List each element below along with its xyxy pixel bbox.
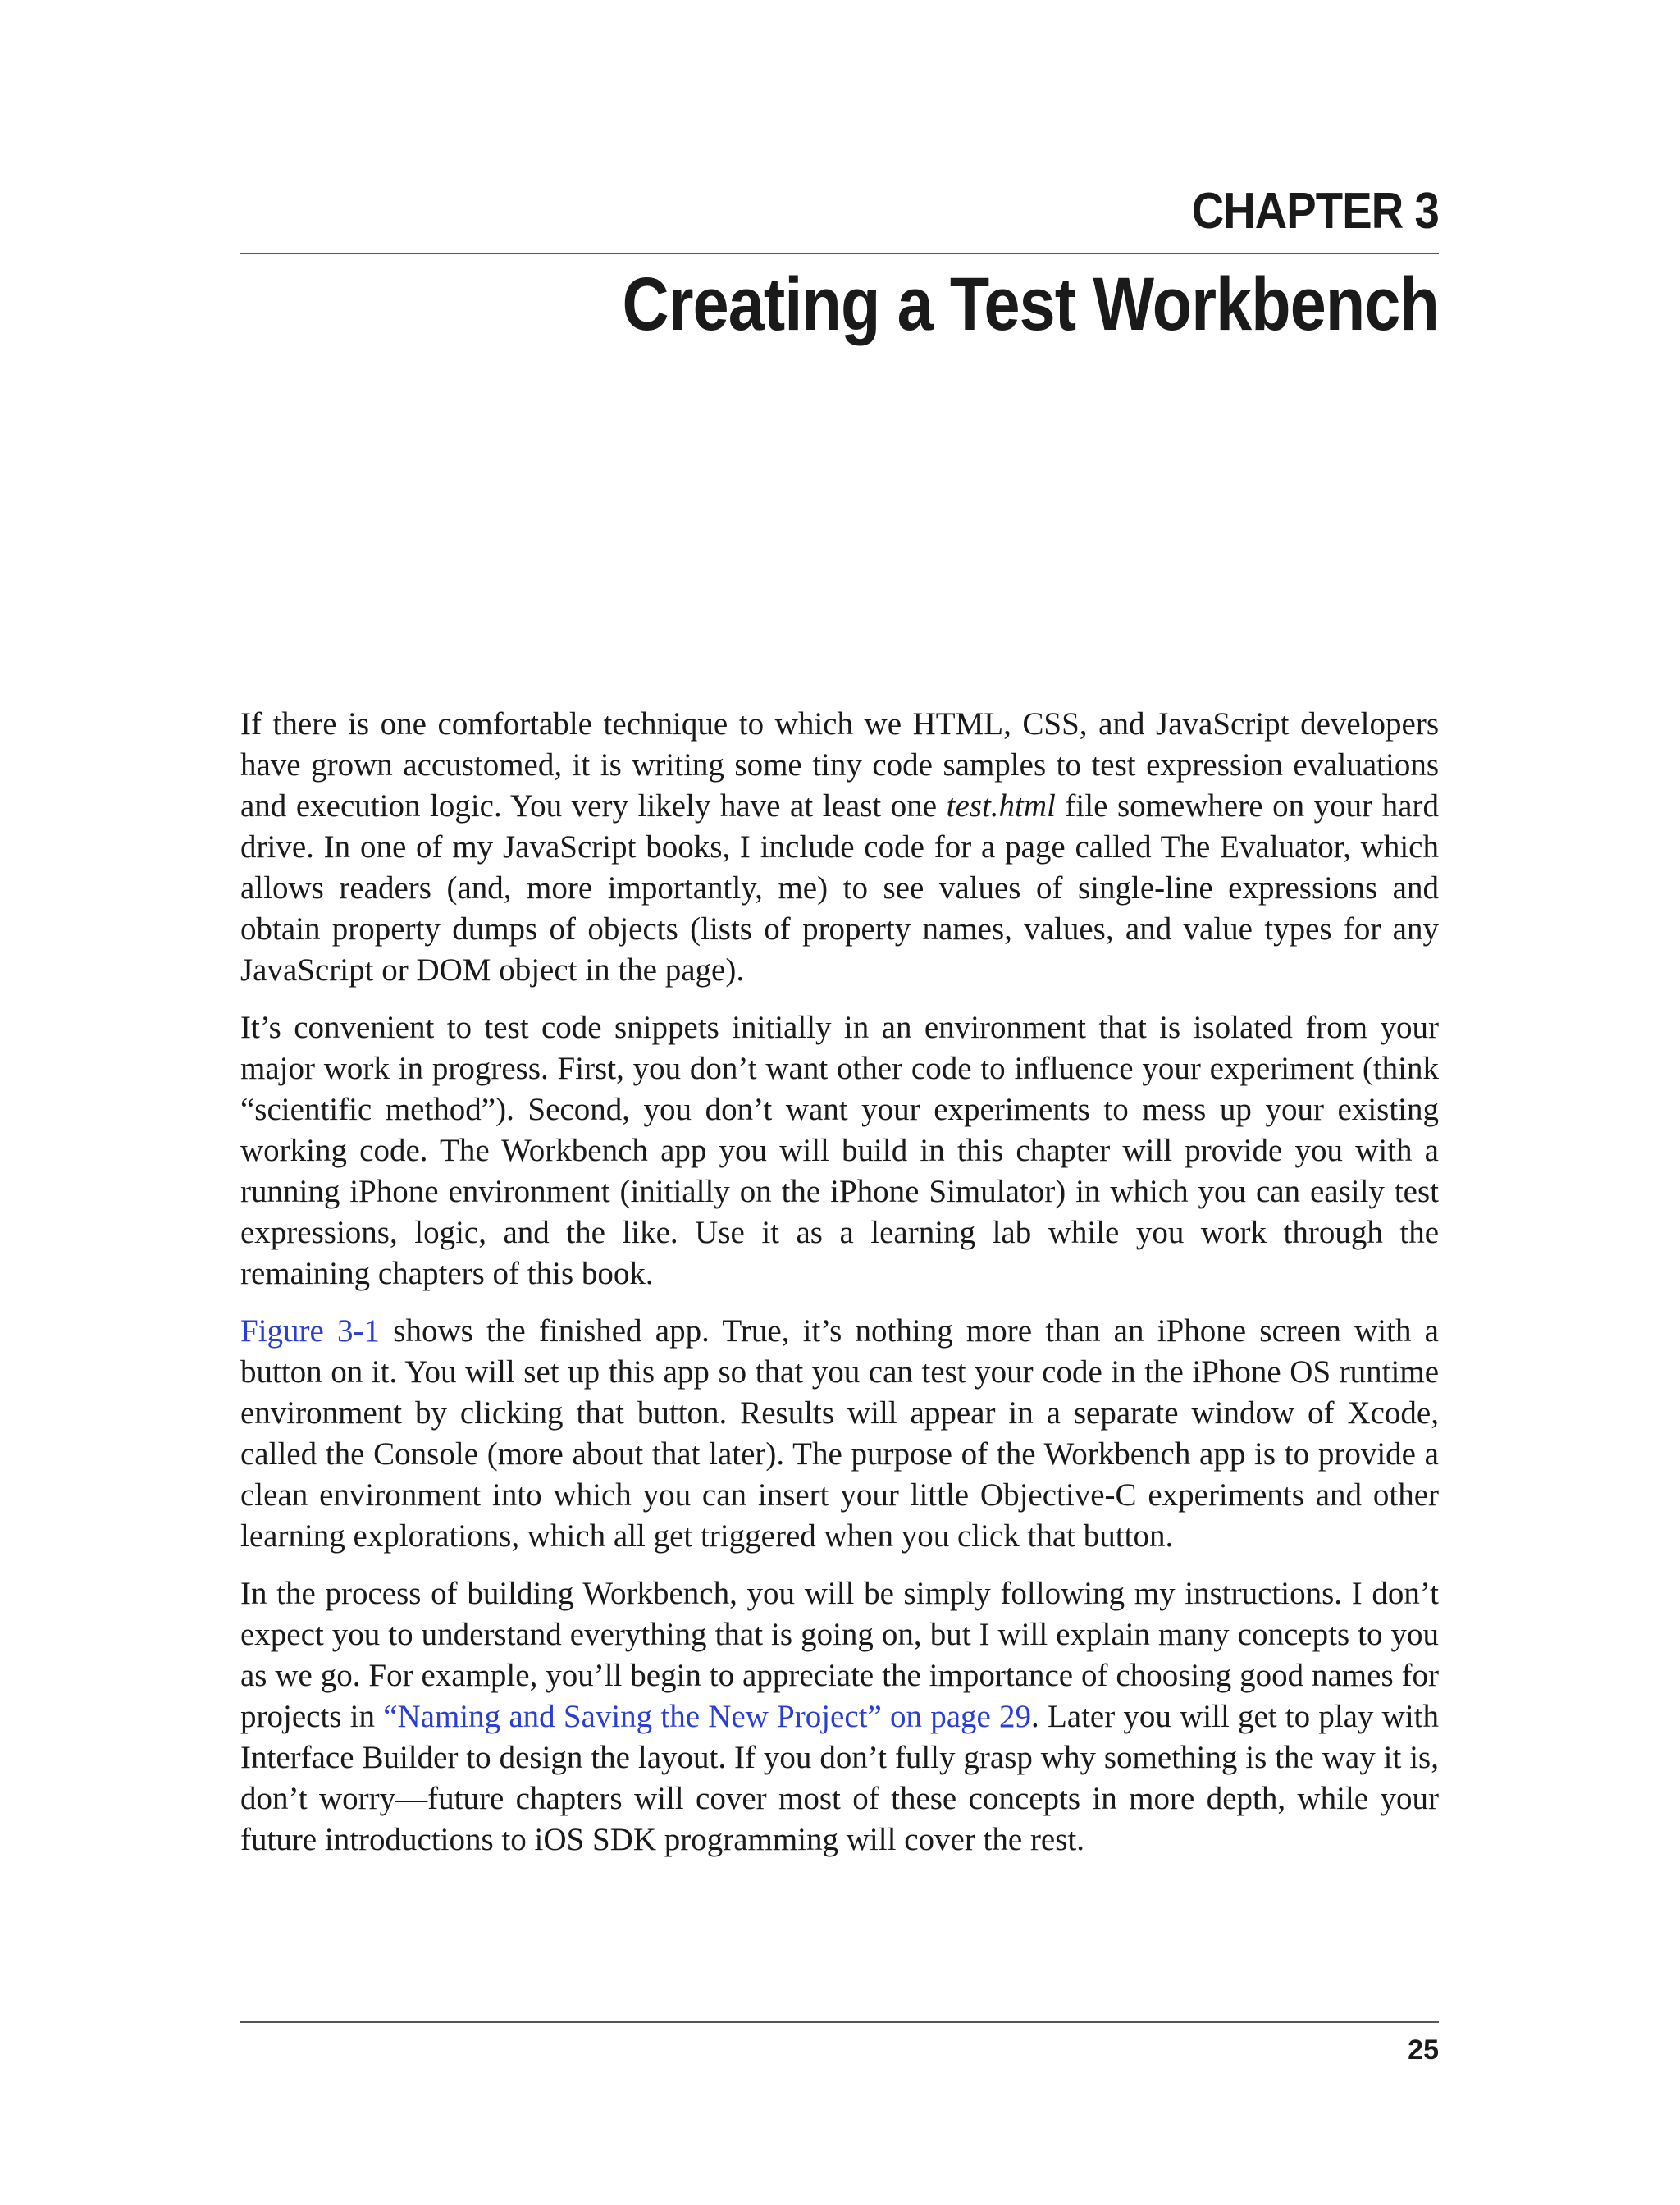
paragraph-3 xyxy=(240,1311,1439,1557)
page-number: 25 xyxy=(1408,2034,1439,2066)
body-text xyxy=(240,704,1439,1877)
chapter-rule xyxy=(240,253,1439,254)
paragraph-2: It’s convenient to test code snippets initially in an environment that is isolated from your major work in progress. First, you don’t want other code to influence your experiment (think “scientific method”). Second, you don’t want your experiments to mess up your existing working code. The Workbench app you will build in this chapter will provide you with a running iPhone environment (initially on the iPhone Simulator) in which you can easily test expressions, logic, and the like. Use it as a learning lab while you work through the remaining chapters of this book. xyxy=(240,1010,1439,1291)
chapter-label: CHAPTER 3 xyxy=(1191,183,1439,240)
footer-rule xyxy=(240,2021,1439,2023)
paragraph-1 xyxy=(240,704,1439,991)
chapter-title: Creating a Test Workbench xyxy=(622,262,1439,346)
chapter-header xyxy=(240,182,1439,349)
filename-test-html: test.html xyxy=(946,788,1056,824)
figure-3-1-link[interactable]: Figure 3-1 xyxy=(240,1313,381,1349)
paragraph-4 xyxy=(240,1573,1439,1860)
paragraph-3-rest: shows the finished app. True, it’s nothing more than an iPhone screen with a button on it. You will set up this app so that you can test your code in the iPhone OS runtime environment by clicking that button. Results will appear in a separate window of Xcode, called the Console (more about that later). The purpose of the Workbench app is to provide a clean environment into which you can insert your little Objective-C experiments and other learning explorations, which all get triggered when you click that button. xyxy=(240,1313,1439,1554)
naming-saving-project-link[interactable]: “Naming and Saving the New Project” on page 29 xyxy=(383,1699,1032,1734)
paragraph-1-part-a: If there is one comfortable technique to which we HTML, CSS, and JavaScript developers have grown accustomed, it is writing some tiny code samples to test expression evaluations and execution logic. You very likely have at least one xyxy=(240,706,1439,824)
paragraph-1-part-b: file somewhere on your hard drive. In one of my JavaScript books, I include code for a page called The Evaluator, which allows readers (and, more importantly, me) to see values of single-line expressions and obtain property dumps of objects (lists of property names, values, and value types for any JavaScript or DOM object in the page). xyxy=(240,788,1439,988)
paragraph-4-part-b: . Later you will get to play with Interface Builder to design the layout. If you don’t fully grasp why something is the way it is, don’t worry—future chapters will cover most of these concepts in more depth, while your future introductions to iOS SDK programming will cover the rest. xyxy=(240,1699,1440,1857)
paragraph-4-part-a: In the process of building Workbench, you will be simply following my instructions. I don’t expect you to understand everything that is going on, but I will explain many concepts to you as we go. For example, you’ll begin to appreciate the importance of choosing good names for projects in xyxy=(240,1576,1439,1734)
